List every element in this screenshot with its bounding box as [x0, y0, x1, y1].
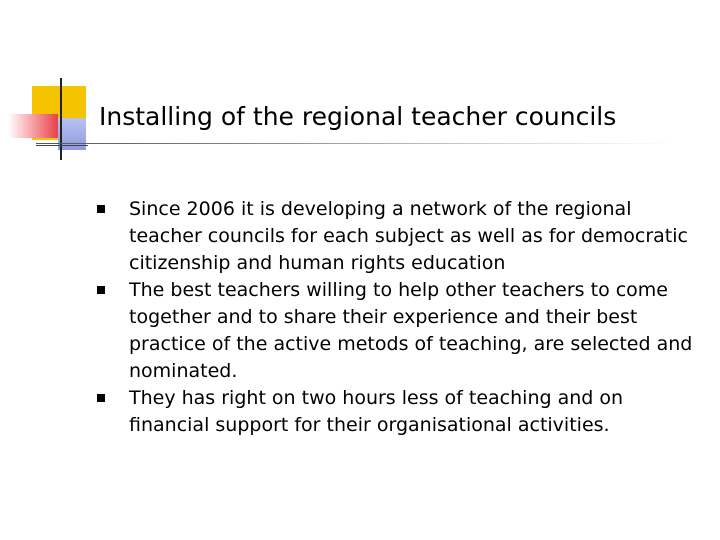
title-underline-divider [36, 143, 676, 144]
slide-title: Installing of the regional teacher councils [99, 102, 617, 131]
bullet-list [97, 196, 697, 439]
square-bullet-icon [97, 286, 105, 294]
decorative-red-gradient-bar [8, 114, 58, 138]
list-item [97, 196, 697, 277]
list-item [97, 277, 697, 385]
list-item [97, 385, 697, 439]
decorative-vertical-line [60, 78, 62, 160]
decorative-horizontal-line [36, 145, 88, 146]
square-bullet-icon [97, 394, 105, 402]
square-bullet-icon [97, 205, 105, 213]
bullet-text: Since 2006 it is developing a network of the regional teacher councils for each subject as well as for democratic citizenship and human rights education [129, 198, 688, 274]
bullet-text: They has right on two hours less of teaching and on financial support for their organisational activities. [129, 387, 624, 436]
bullet-text: The best teachers willing to help other teachers to come together and to share their experience and their best practice of the active metods of teaching, are selected and nominated. [129, 279, 693, 382]
